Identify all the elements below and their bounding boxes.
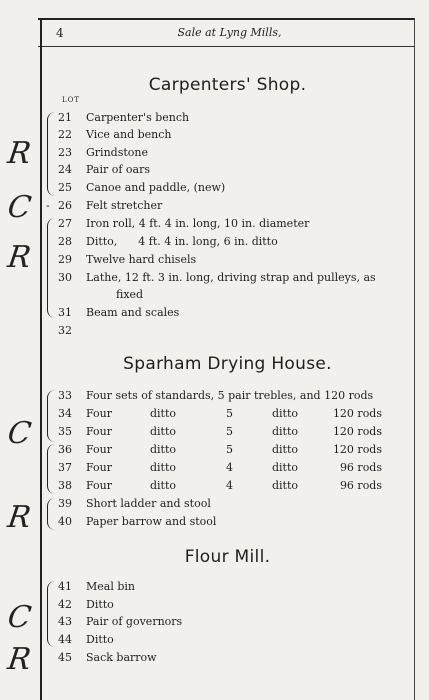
lot-description: Carpenter's bench (86, 111, 190, 124)
lot-number: 34 (58, 407, 72, 420)
section-title-flour-mill: Flour Mill. (184, 547, 271, 567)
lot-group-brace (47, 498, 56, 530)
lot-number: 36 (58, 443, 72, 456)
margin-mark: R (5, 500, 34, 535)
section-title-carpenters-shop: Carpenters' Shop. (148, 75, 307, 95)
lot-number: 39 (58, 497, 72, 510)
lot-number: 27 (58, 217, 72, 230)
lot-ditto: ditto (150, 443, 177, 456)
lot-number: 21 (58, 111, 72, 124)
lot-description: Four sets of standards, 5 pair trebles, and 120 rods (86, 389, 374, 402)
lot-description: Lathe, 12 ft. 3 in. long, driving strap and pulleys, as (86, 271, 376, 284)
lot-group-brace (47, 444, 56, 494)
section-title-sparham-drying-house: Sparham Drying House. (123, 354, 332, 374)
lot-description: Meal bin (86, 580, 135, 593)
lot-number: 24 (58, 163, 72, 176)
lot-ditto: ditto (272, 425, 299, 438)
top-rule (38, 18, 415, 20)
margin-mark: C (5, 600, 34, 635)
lot-description: Twelve hard chisels (86, 253, 197, 266)
lot-quantity: Four (86, 443, 112, 456)
lot-description: Vice and bench (86, 128, 172, 141)
lot-ditto: ditto (272, 461, 299, 474)
lot-description: Iron roll, 4 ft. 4 in. long, 10 in. diameter (86, 217, 310, 230)
lot-description: Sack barrow (86, 651, 157, 664)
lot-quantity: Four (86, 461, 112, 474)
margin-mark: C (5, 190, 34, 225)
header-rule (38, 46, 415, 47)
lot-ditto: ditto (150, 425, 177, 438)
lot-number: 42 (58, 598, 72, 611)
lot-rods: 96 rods (339, 461, 382, 474)
running-title: Sale at Lyng Mills, (177, 26, 282, 39)
lot-number: 38 (58, 479, 72, 492)
lot-number: 43 (58, 615, 72, 628)
lot-description: Pair of oars (86, 163, 151, 176)
lot-count: 5 (226, 425, 233, 438)
lot-number: 26 (58, 199, 72, 212)
margin-mark: R (5, 642, 34, 677)
lot-description: Grindstone (86, 146, 148, 159)
lot-number: 35 (58, 425, 72, 438)
dash-mark: - (46, 199, 50, 212)
lot-group-brace (47, 390, 56, 442)
lot-rods: 120 rods (332, 443, 382, 456)
lot-ditto: ditto (150, 479, 177, 492)
lot-description-continued: fixed (116, 288, 144, 301)
lot-ditto: ditto (272, 479, 299, 492)
lot-number: 30 (58, 271, 72, 284)
lot-group-brace (47, 218, 56, 318)
lot-number: 23 (58, 146, 72, 159)
lot-rods: 120 rods (332, 407, 382, 420)
lot-number: 40 (58, 515, 72, 528)
lot-number: 32 (58, 324, 72, 337)
lot-count: 5 (226, 407, 233, 420)
lot-number: 31 (58, 306, 72, 319)
lot-count: 5 (226, 443, 233, 456)
lot-number: 29 (58, 253, 72, 266)
lot-description: Short ladder and stool (86, 497, 211, 510)
lot-description: Ditto (86, 598, 114, 611)
lot-rods: 96 rods (339, 479, 382, 492)
lot-quantity: Four (86, 407, 112, 420)
lot-ditto: ditto (272, 407, 299, 420)
lot-rods: 120 rods (332, 425, 382, 438)
lot-group-brace (47, 112, 56, 196)
lot-column-label: LOT (62, 96, 81, 104)
lot-description: Pair of governors (86, 615, 183, 628)
lot-count: 4 (226, 479, 233, 492)
lot-ditto: ditto (150, 461, 177, 474)
lot-number: 28 (58, 235, 72, 248)
margin-mark: C (5, 416, 34, 451)
lot-description: Canoe and paddle, (new) (86, 181, 226, 194)
margin-mark: R (5, 136, 34, 171)
lot-number: 44 (58, 633, 72, 646)
margin-mark: R (5, 240, 34, 275)
lot-number: 33 (58, 389, 72, 402)
lot-group-brace (47, 581, 56, 647)
lot-quantity: Four (86, 425, 112, 438)
lot-number: 22 (58, 128, 72, 141)
lot-description: Paper barrow and stool (86, 515, 217, 528)
lot-ditto: ditto (272, 443, 299, 456)
lot-description: Ditto, 4 ft. 4 in. long, 6 in. ditto (86, 235, 278, 248)
lot-description: Beam and scales (86, 306, 180, 319)
page-number: 4 (56, 26, 64, 40)
lot-description: Ditto (86, 633, 114, 646)
lot-ditto: ditto (150, 407, 177, 420)
lot-quantity: Four (86, 479, 112, 492)
lot-description: Felt stretcher (86, 199, 163, 212)
lot-number: 25 (58, 181, 72, 194)
lot-count: 4 (226, 461, 233, 474)
lot-number: 41 (58, 580, 72, 593)
lot-number: 45 (58, 651, 72, 664)
lot-number: 37 (58, 461, 72, 474)
